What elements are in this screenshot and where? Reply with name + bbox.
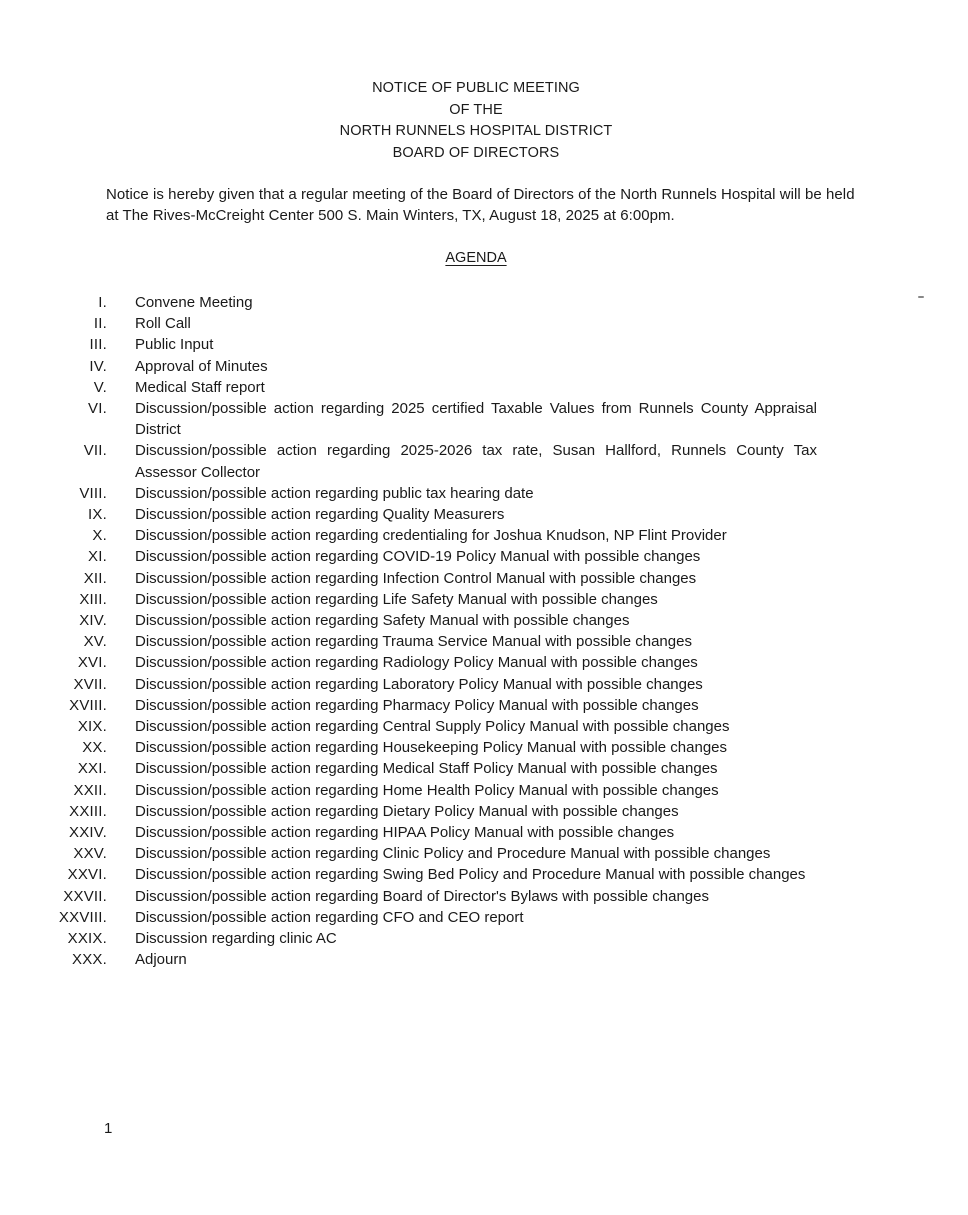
agenda-item xyxy=(0,356,968,377)
agenda-item-number: III. xyxy=(89,336,107,354)
agenda-item-number: XV. xyxy=(83,633,107,651)
agenda-item-text: Discussion/possible action regarding Dietary Policy Manual with possible changes xyxy=(135,802,679,820)
agenda-item xyxy=(0,886,968,907)
agenda-item-text: Discussion/possible action regarding Quality Measurers xyxy=(135,506,505,524)
agenda-item-text: Medical Staff report xyxy=(135,378,265,396)
agenda-item xyxy=(0,907,968,928)
agenda-item-text: Discussion/possible action regarding 2025-2026 tax rate, Susan Hallford, Runnels County Tax Assessor Collector xyxy=(135,442,817,481)
agenda-item-number: XIX. xyxy=(77,718,107,736)
agenda-item xyxy=(0,589,968,610)
agenda-item-text: Discussion/possible action regarding Radiology Policy Manual with possible changes xyxy=(135,654,698,672)
agenda-item-text: Discussion/possible action regarding Safety Manual with possible changes xyxy=(135,612,630,630)
agenda-item-number: XXI. xyxy=(77,760,107,778)
agenda-item xyxy=(0,610,968,631)
agenda-item-text: Discussion/possible action regarding Life Safety Manual with possible changes xyxy=(135,590,658,608)
agenda-item xyxy=(0,292,968,313)
agenda-item xyxy=(0,440,968,482)
agenda-item-text: Discussion/possible action regarding Trauma Service Manual with possible changes xyxy=(135,633,692,651)
agenda-item-text: Discussion/possible action regarding 2025 certified Taxable Values from Runnels County Appraisal District xyxy=(135,400,817,439)
agenda-item-text: Roll Call xyxy=(135,315,191,333)
notice-header xyxy=(0,78,952,164)
agenda-item-number: VIII. xyxy=(79,484,107,502)
agenda-item-text: Approval of Minutes xyxy=(135,357,268,375)
header-line-1: NOTICE OF PUBLIC MEETING xyxy=(372,80,580,96)
agenda-item-number: XXII. xyxy=(73,781,107,799)
agenda-list xyxy=(0,292,968,971)
agenda-item xyxy=(0,334,968,355)
agenda-item xyxy=(0,843,968,864)
header-line-4: BOARD OF DIRECTORS xyxy=(392,144,560,161)
agenda-item xyxy=(0,398,968,440)
agenda-item-text: Adjourn xyxy=(135,951,187,969)
page-number: 1 xyxy=(104,1120,113,1137)
agenda-item-text: Discussion/possible action regarding Home Health Policy Manual with possible changes xyxy=(135,781,719,799)
agenda-item-text: Discussion/possible action regarding Laboratory Policy Manual with possible changes xyxy=(135,675,703,693)
agenda-item xyxy=(0,546,968,567)
agenda-item-text: Convene Meeting xyxy=(135,294,253,311)
agenda-item-number: XXX. xyxy=(72,951,107,969)
agenda-item xyxy=(0,504,968,525)
agenda-item xyxy=(0,949,968,970)
agenda-item-number: XVII. xyxy=(73,675,107,693)
agenda-item-number: IV. xyxy=(89,357,107,375)
agenda-item xyxy=(0,483,968,504)
agenda-item-number: XIII. xyxy=(79,590,107,608)
agenda-item-number: XXIV. xyxy=(69,824,107,842)
scan-speck xyxy=(918,296,924,298)
agenda-item-number: XXIX. xyxy=(67,930,107,948)
agenda-item-number: X. xyxy=(92,527,107,545)
agenda-item-number: I. xyxy=(98,294,107,311)
agenda-item xyxy=(0,313,968,334)
agenda-item-text: Discussion/possible action regarding HIPAA Policy Manual with possible changes xyxy=(135,824,675,842)
agenda-item-number: XXV. xyxy=(73,845,107,863)
agenda-item-text: Discussion/possible action regarding Pharmacy Policy Manual with possible changes xyxy=(135,696,699,714)
agenda-item-number: II. xyxy=(93,315,107,333)
agenda-item xyxy=(0,631,968,652)
agenda-title: AGENDA xyxy=(445,250,507,266)
agenda-item xyxy=(0,758,968,779)
agenda-item-number: XIV. xyxy=(79,612,107,630)
agenda-item-text: Public Input xyxy=(135,336,214,354)
agenda-item xyxy=(0,780,968,801)
agenda-item-number: XX. xyxy=(82,739,107,757)
agenda-item xyxy=(0,652,968,673)
agenda-item xyxy=(0,716,968,737)
agenda-item-text: Discussion/possible action regarding credentialing for Joshua Knudson, NP Flint Provider xyxy=(135,527,727,545)
agenda-item-text: Discussion/possible action regarding Swing Bed Policy and Procedure Manual with possible changes xyxy=(135,866,806,884)
agenda-item-number: XXVII. xyxy=(63,887,107,905)
agenda-item-number: XXVI. xyxy=(67,866,107,884)
header-line-2: OF THE xyxy=(449,101,503,118)
agenda-item-number: XXVIII. xyxy=(58,908,107,926)
agenda-item-number: XVIII. xyxy=(69,696,107,714)
agenda-item xyxy=(0,377,968,398)
agenda-item-text: Discussion/possible action regarding Clinic Policy and Procedure Manual with possible changes xyxy=(135,845,771,863)
agenda-item-number: XI. xyxy=(88,548,107,566)
agenda-item xyxy=(0,568,968,589)
agenda-item-number: XVI. xyxy=(77,654,107,672)
agenda-item xyxy=(0,695,968,716)
agenda-item xyxy=(0,928,968,949)
agenda-item-text: Discussion/possible action regarding public tax hearing date xyxy=(135,484,534,502)
agenda-item xyxy=(0,864,968,885)
agenda-item-text: Discussion regarding clinic AC xyxy=(135,930,337,948)
agenda-item xyxy=(0,822,968,843)
agenda-item xyxy=(0,674,968,695)
agenda-item-number: IX. xyxy=(88,506,107,524)
agenda-item-text: Discussion/possible action regarding CFO and CEO report xyxy=(135,908,524,926)
agenda-item-text: Discussion/possible action regarding COVID-19 Policy Manual with possible changes xyxy=(135,548,701,566)
agenda-item-number: VII. xyxy=(83,442,107,460)
agenda-item-number: VI. xyxy=(88,400,107,418)
agenda-item xyxy=(0,801,968,822)
agenda-item-text: Discussion/possible action regarding Medical Staff Policy Manual with possible changes xyxy=(135,760,718,778)
agenda-item xyxy=(0,525,968,546)
agenda-item xyxy=(0,737,968,758)
agenda-item-text: Discussion/possible action regarding Central Supply Policy Manual with possible changes xyxy=(135,718,730,736)
agenda-item-number: XXIII. xyxy=(69,802,107,820)
agenda-item-number: V. xyxy=(93,378,107,396)
agenda-item-number: XII. xyxy=(83,569,107,587)
agenda-item-text: Discussion/possible action regarding Board of Director's Bylaws with possible changes xyxy=(135,887,709,905)
agenda-item-text: Discussion/possible action regarding Housekeeping Policy Manual with possible changes xyxy=(135,739,728,757)
agenda-item-text: Discussion/possible action regarding Infection Control Manual with possible changes xyxy=(135,569,697,587)
notice-paragraph: Notice is hereby given that a regular meeting of the Board of Directors of the North Runnels Hospital will be held at The Rives-McCreight Center 500 S. Main Winters, TX, August 18, 2025 at 6:00pm. xyxy=(106,186,855,224)
header-line-3: NORTH RUNNELS HOSPITAL DISTRICT xyxy=(339,123,613,139)
